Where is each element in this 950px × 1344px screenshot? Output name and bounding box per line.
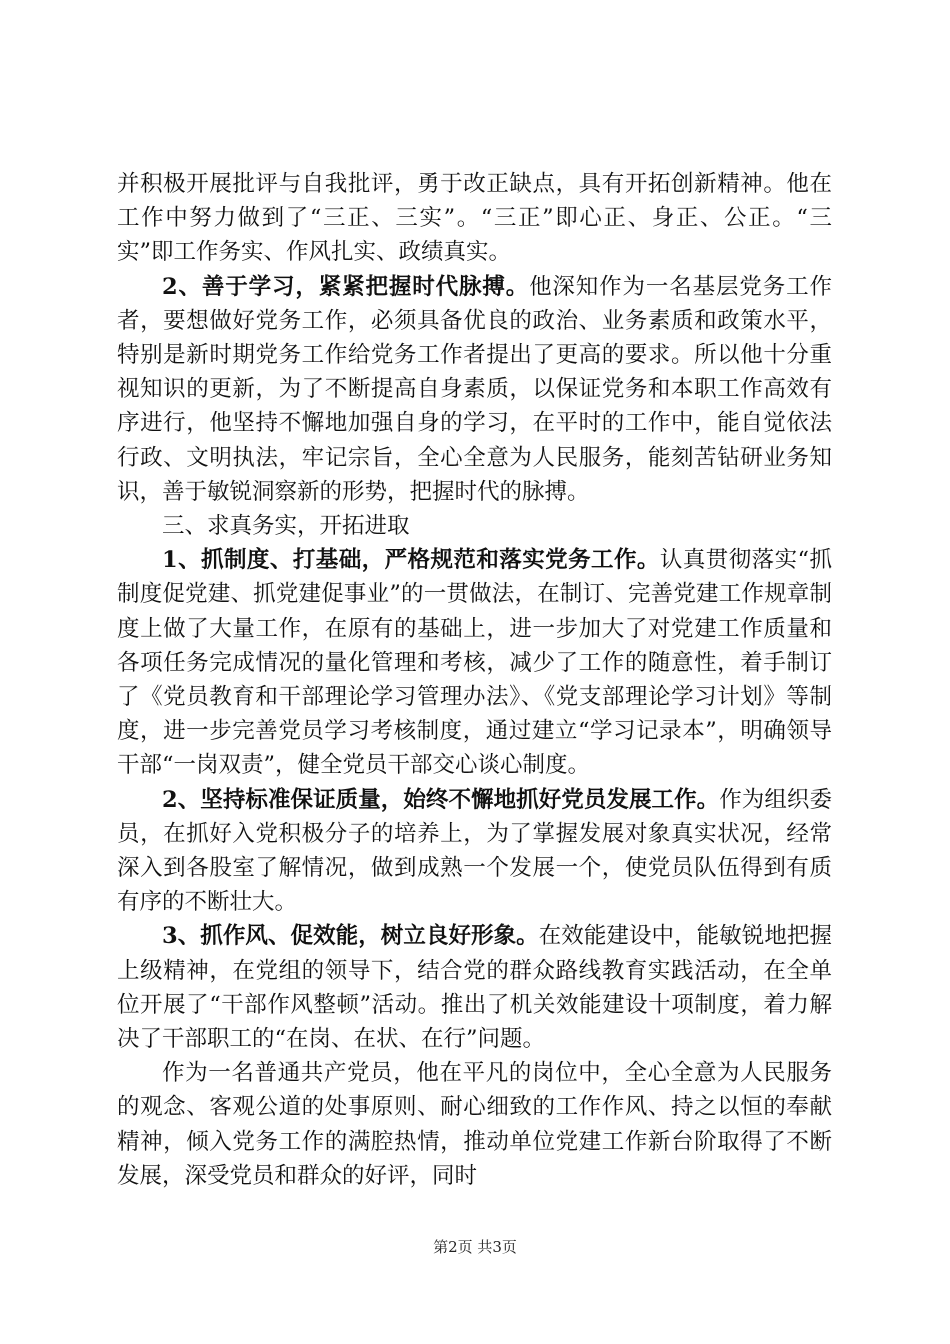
- paragraph-2: [117, 270, 832, 509]
- paragraph-2-lead: 2、善于学习，紧紧把握时代脉搏。: [162, 273, 530, 300]
- paragraph-5-lead: 2、坚持标准保证质量，始终不懈地抓好党员发展工作。: [162, 786, 720, 813]
- paragraph-1-text: 并积极开展批评与自我批评，勇于改正缺点，具有开拓创新精神。他在工作中努力做到了“三正、三实”。“三正”即心正、身正、公正。“三实”即工作务实、作风扎实、政绩真实。: [117, 171, 832, 266]
- paragraph-4-text: 认真贯彻落实“抓制度促党建、抓党建促事业”的一贯做法，在制订、完善党建工作规章制度上做了大量工作，在原有的基础上，进一步加大了对党建工作质量和各项任务完成情况的量化管理和考核，减少了工作的随意性，着手制订了《党员教育和干部理论学习管理办法》、《党支部理论学习计划》等制度，进一步完善党员学习考核制度，通过建立“学习记录本”，明确领导干部“一岗双责”，健全党员干部交心谈心制度。: [117, 547, 832, 779]
- paragraph-1: [117, 167, 832, 270]
- section-heading-3: [117, 509, 832, 543]
- paragraph-3-text: 三、求真务实，开拓进取: [162, 513, 410, 540]
- paragraph-7-text: 作为一名普通共产党员，他在平凡的岗位中，全心全意为人民服务的观念、客观公道的处事原则、耐心细致的工作作风、持之以恒的奉献精神，倾入党务工作的满腔热情，推动单位党建工作新台阶取得了不断发展，深受党员和群众的好评，同时: [117, 1060, 832, 1189]
- paragraph-7: [117, 1056, 832, 1193]
- paragraph-6-lead: 3、抓作风、促效能，树立良好形象。: [162, 923, 539, 950]
- paragraph-2-text: 他深知作为一名基层党务工作者，要想做好党务工作，必须具备优良的政治、业务素质和政策水平，特别是新时期党务工作给党务工作者提出了更高的要求。所以他十分重视知识的更新，为了不断提高自身素质，以保证党务和本职工作高效有序进行，他坚持不懈地加强自身的学习，在平时的工作中，能自觉依法行政、文明执法，牢记宗旨，全心全意为人民服务，能刻苦钻研业务知识，善于敏锐洞察新的形势，把握时代的脉搏。: [117, 273, 832, 505]
- paragraph-4: [117, 543, 832, 782]
- paragraph-6-text: 在效能建设中，能敏锐地把握上级精神，在党组的领导下，结合党的群众路线教育实践活动，在全单位开展了“干部作风整顿”活动。推出了机关效能建设十项制度，着力解决了干部职工的“在岗、在状、在行”问题。: [117, 923, 832, 1053]
- paragraph-4-lead: 1、抓制度、打基础，严格规范和落实党务工作。: [162, 547, 660, 574]
- page-number-footer: 第2页 共3页: [433, 1238, 517, 1256]
- document-body: [117, 167, 832, 1193]
- paragraph-5: [117, 783, 832, 920]
- paragraph-5-text: 作为组织委员，在抓好入党积极分子的培养上，为了掌握发展对象真实状况，经常深入到各股室了解情况，做到成熟一个发展一个，使党员队伍得到有质有序的不断壮大。: [117, 786, 832, 916]
- paragraph-6: [117, 919, 832, 1056]
